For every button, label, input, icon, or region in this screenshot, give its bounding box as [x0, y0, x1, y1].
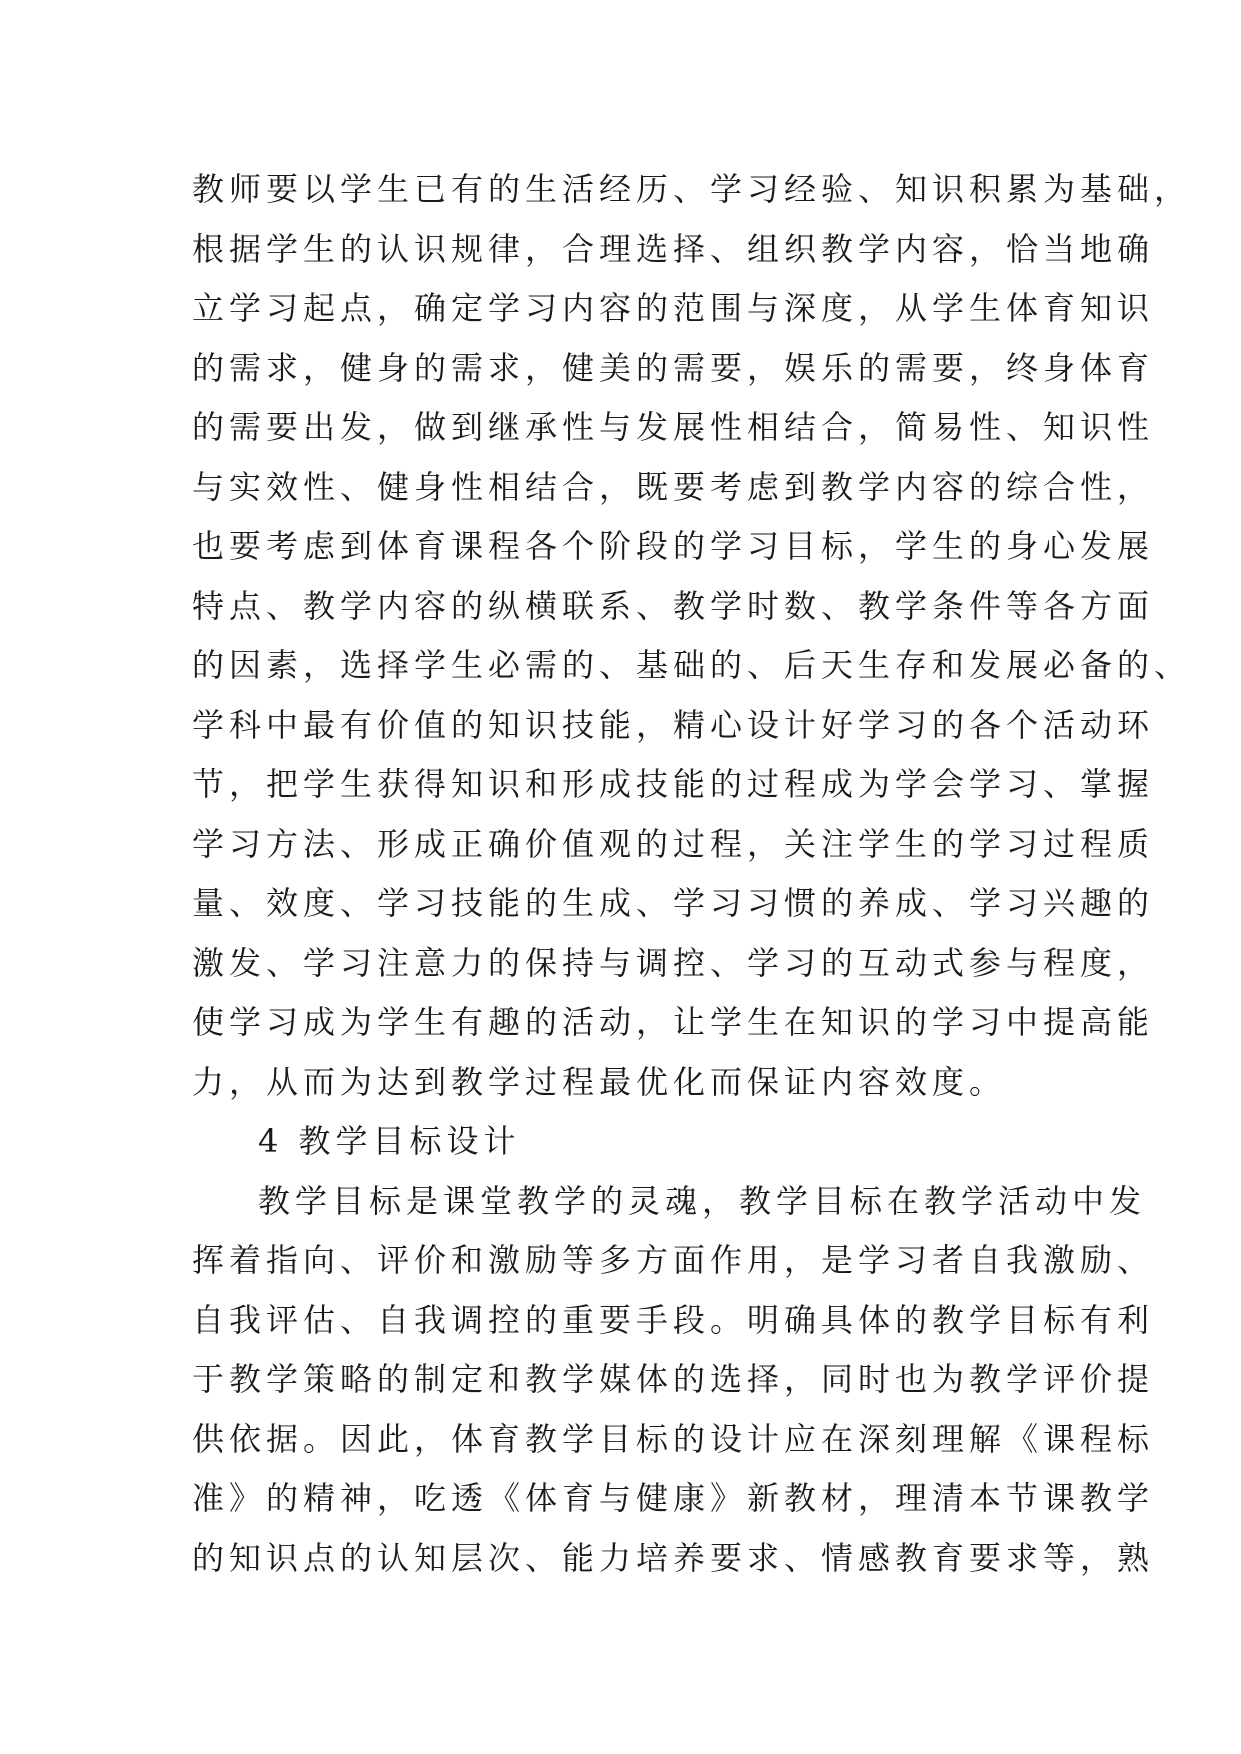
text-line: 激发、学习注意力的保持与调控、学习的互动式参与程度， [192, 943, 1155, 982]
text-line: 的因素，选择学生必需的、基础的、后天生存和发展必备的、 [192, 646, 1192, 684]
text-line: 挥着指向、评价和激励等多方面作用，是学习者自我激励、 [192, 1241, 1155, 1279]
text-line: 的需求，健身的需求，健美的需要，娱乐的需要，终身体育 [192, 348, 1155, 387]
text-line: 根据学生的认识规律，合理选择、组织教学内容，恰当地确 [192, 229, 1155, 268]
text-line: 供依据。因此，体育教学目标的设计应在深刻理解《课程标 [192, 1419, 1155, 1458]
section-heading-text: 4 教学目标设计 [258, 1122, 521, 1160]
text-line: 也要考虑到体育课程各个阶段的学习目标，学生的身心发展 [192, 527, 1155, 565]
text-line: 学习方法、形成正确价值观的过程，关注学生的学习过程质 [192, 824, 1155, 863]
text-line: 与实效性、健身性相结合，既要考虑到教学内容的综合性， [192, 467, 1155, 506]
text-line: 学科中最有价值的知识技能，精心设计好学习的各个活动环 [192, 705, 1155, 744]
section-heading [192, 1112, 1072, 1172]
text-line: 力，从而为达到教学过程最优化而保证内容效度。 [192, 1062, 1007, 1101]
text-line: 使学习成为学生有趣的活动，让学生在知识的学习中提高能 [192, 1003, 1155, 1041]
text-line: 自我评估、自我调控的重要手段。明确具体的教学目标有利 [192, 1300, 1155, 1339]
text-line: 的需要出发，做到继承性与发展性相结合，简易性、知识性 [192, 408, 1155, 446]
text-line: 立学习起点，确定学习内容的范围与深度，从学生体育知识 [192, 289, 1155, 327]
text-line: 准》的精神，吃透《体育与健康》新教材，理清本节课教学 [192, 1479, 1155, 1517]
text-line: 于教学策略的制定和教学媒体的选择，同时也为教学评价提 [192, 1360, 1155, 1398]
body-text [192, 160, 1192, 1588]
text-line: 量、效度、学习技能的生成、学习习惯的养成、学习兴趣的 [192, 884, 1155, 922]
paragraph-objective-design [192, 1172, 1155, 1589]
text-line: 的知识点的认知层次、能力培养要求、情感教育要求等，熟 [192, 1538, 1155, 1577]
text-line: 教学目标是课堂教学的灵魂，教学目标在教学活动中发 [258, 1181, 1147, 1220]
text-line: 节，把学生获得知识和形成技能的过程成为学会学习、掌握 [192, 765, 1155, 803]
paragraph-content-selection [192, 160, 1192, 1112]
text-line: 特点、教学内容的纵横联系、教学时数、教学条件等各方面 [192, 586, 1155, 625]
text-line: 教师要以学生已有的生活经历、学习经验、知识积累为基础， [192, 170, 1192, 208]
